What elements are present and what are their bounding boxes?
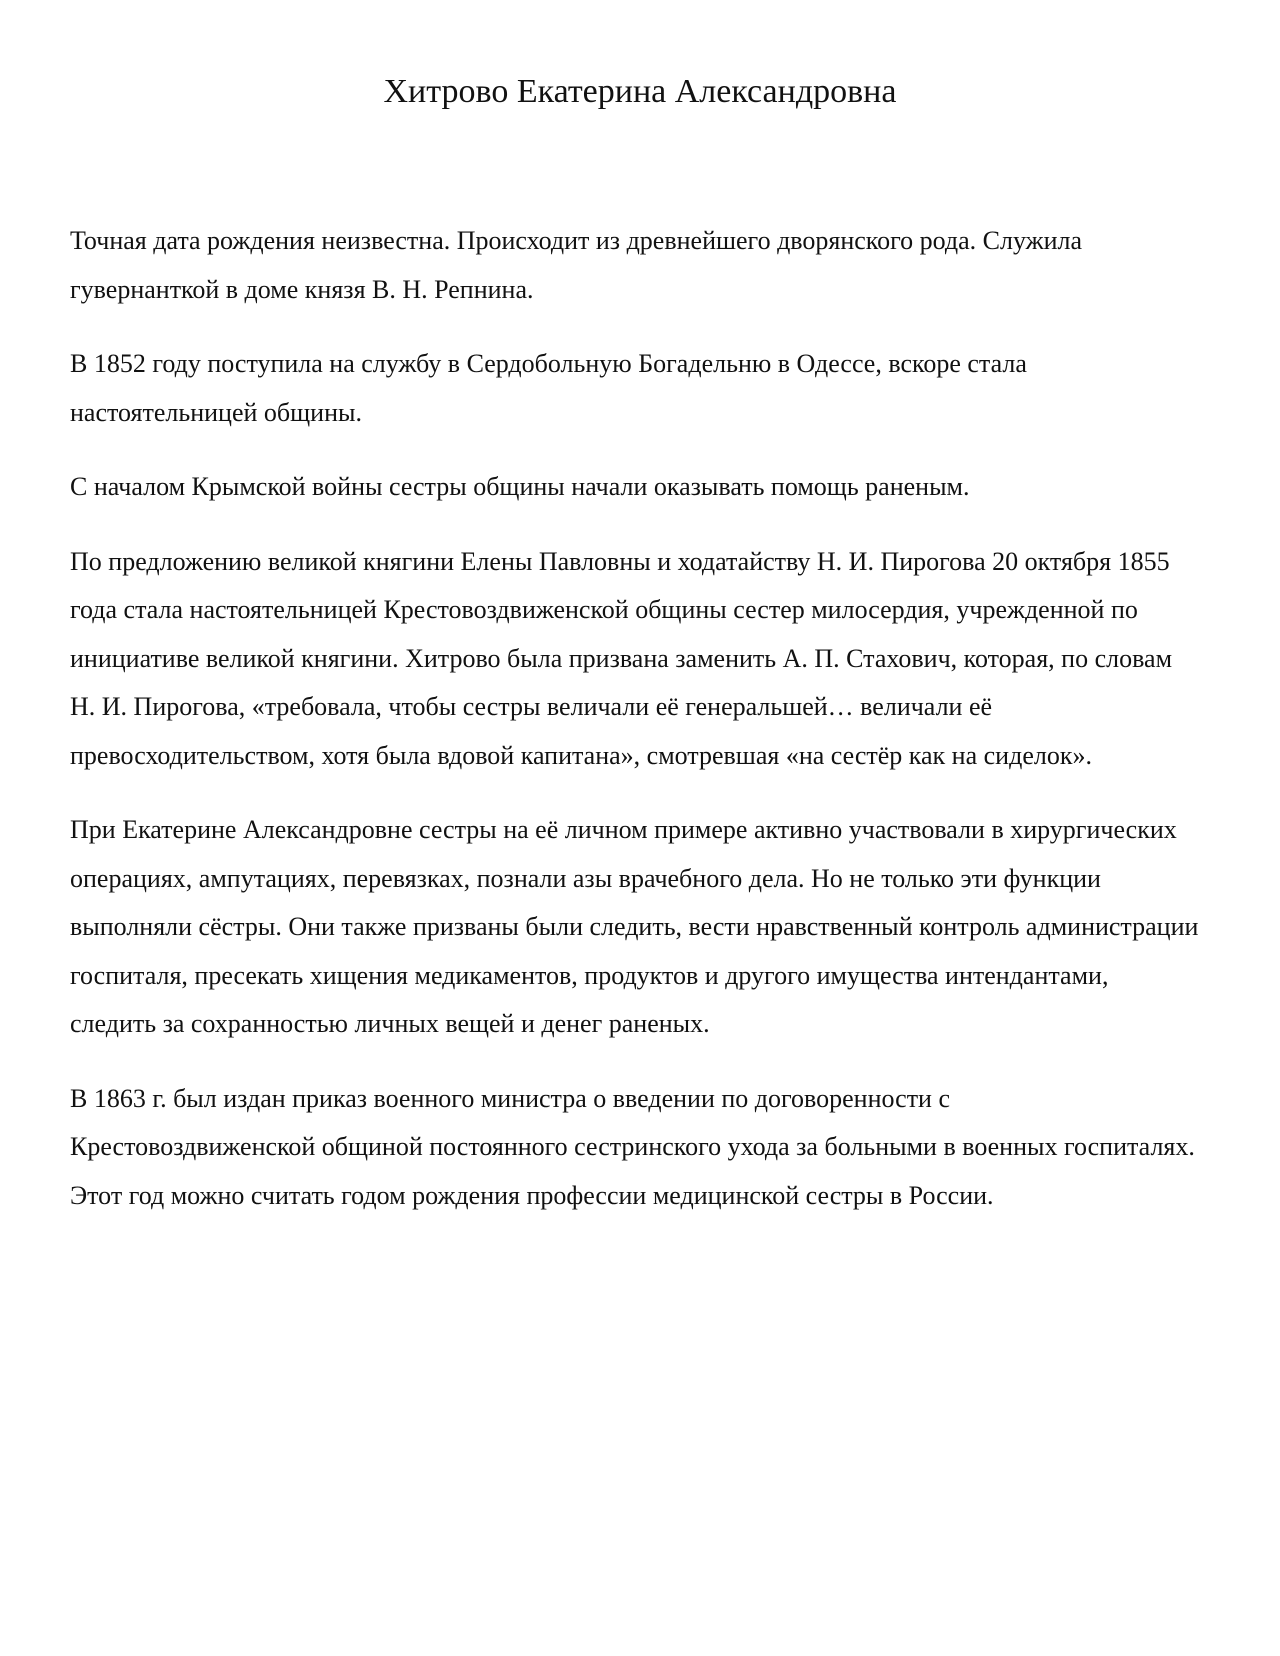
document-body: [70, 217, 1200, 1246]
paragraph-krestovozdvizhenskaya: По предложению великой княгини Елены Павловны и ходатайству Н. И. Пирогова 20 октября 1855 года стала настоятельницей Крестовоздвиженской общины сестер милосердия, учрежденной по инициативе великой княгини. Хитрово была призвана заменить А. П. Стахович, которая, по словам Н. И. Пирогова, «требовала, чтобы сестры величали её генеральшей… величали её превосходительством, хотя была вдовой капитана», смотревшая «на сестёр как на сиделок».: [70, 546, 1173, 770]
paragraph-crimean-war: С началом Крымской войны сестры общины начали оказывать помощь раненым.: [70, 472, 970, 501]
paragraph-birth: Точная дата рождения неизвестна. Происходит из древнейшего дворянского рода. Служила гувернанткой в доме князя В. Н. Репнина.: [70, 226, 1083, 304]
document-title: Хитрово Екатерина Александровна: [383, 73, 897, 110]
paragraph-sisters-duties: При Екатерине Александровне сестры на её личном примере активно участвовали в хирургических операциях, ампутациях, перевязках, познали азы врачебного дела. Но не только эти функции выполняли сёстры. Они также призваны были следить, вести нравственный контроль администрации госпиталя, пресекать хищения медикаментов, продуктов и другого имущества интендантами, следить за сохранностью личных вещей и денег раненых.: [70, 815, 1199, 1038]
paragraph-1863-order: В 1863 г. был издан приказ военного министра о введении по договоренности с Крестовоздвиженской общиной постоянного сестринского ухода за больными в военных госпиталях. Этот год можно считать годом рождения профессии медицинской сестры в России.: [70, 1083, 1195, 1210]
paragraph-odessa-service: В 1852 году поступила на службу в Сердобольную Богадельню в Одессе, вскоре стала настоятельницей общины.: [70, 349, 1027, 427]
